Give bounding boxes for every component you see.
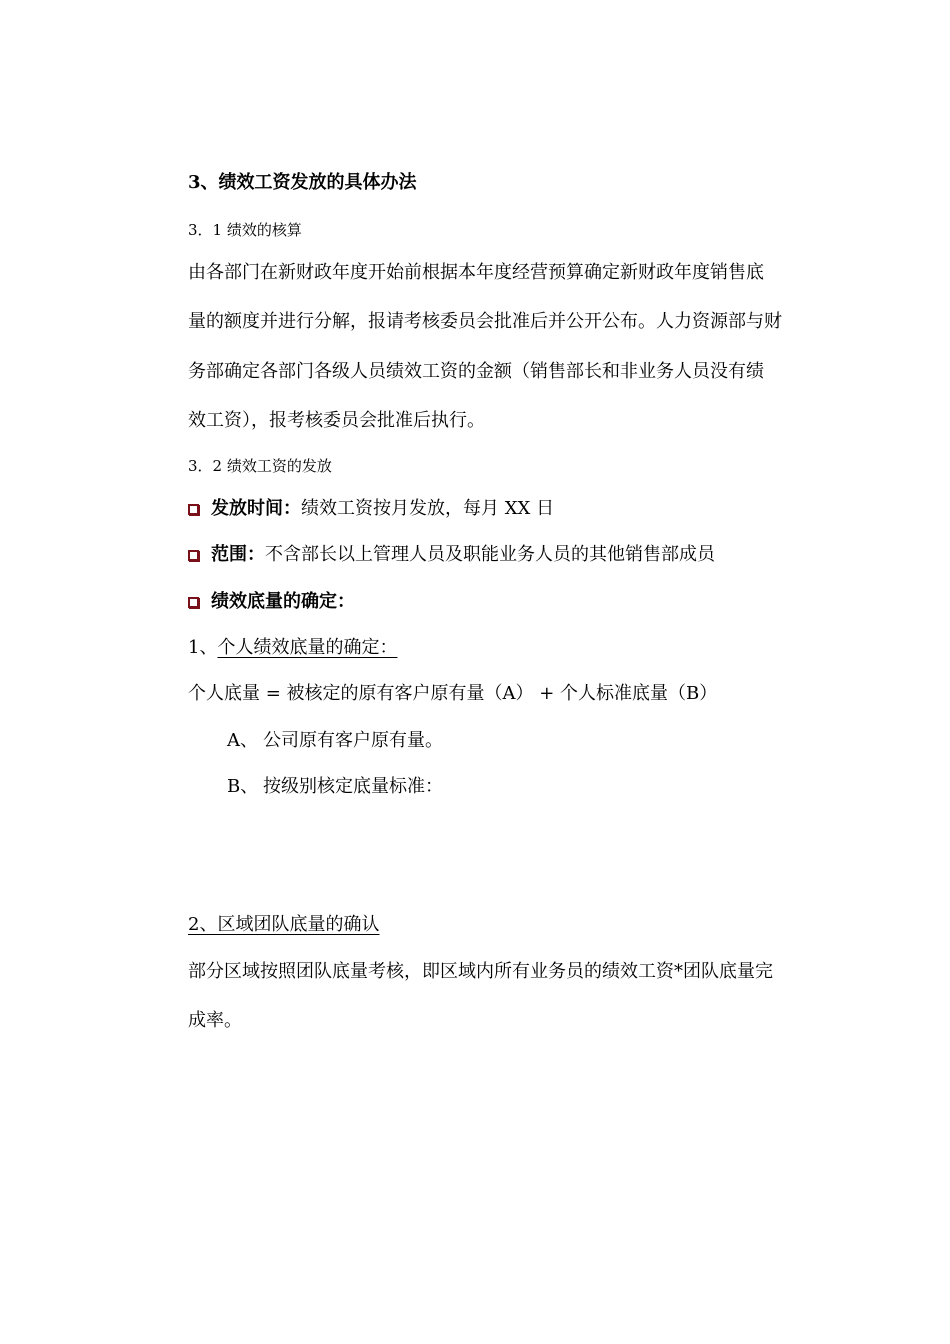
section-title: 3、绩效工资发放的具体办法 xyxy=(188,172,417,193)
sub-item-b xyxy=(227,775,443,799)
bullet-item-payment-time xyxy=(188,497,554,521)
sub-item-marker: A、 xyxy=(227,730,258,751)
item-1-heading xyxy=(188,636,397,660)
sub-item-text: 公司原有客户原有量。 xyxy=(263,730,443,751)
item-2-number: 2、 xyxy=(188,914,218,935)
paragraph-2-line-1: 部分区域按照团队底量考核，即区域内所有业务员的绩效工资*团队底量完 xyxy=(188,961,773,982)
item-2-heading xyxy=(188,913,379,937)
formula-line: 个人底量 = 被核定的原有客户原有量（A） + 个人标准底量（B） xyxy=(188,683,718,704)
checkbox-bullet-icon xyxy=(188,597,199,608)
paragraph-2-line-2: 成率。 xyxy=(188,1010,242,1031)
checkbox-bullet-icon xyxy=(188,550,199,561)
bullet-label: 发放时间： xyxy=(211,498,301,519)
paragraph-1-line-4: 效工资），报考核委员会批准后执行。 xyxy=(188,410,485,431)
bullet-text: 绩效工资按月发放，每月 XX 日 xyxy=(301,498,555,519)
sub-item-marker: B、 xyxy=(227,776,259,797)
checkbox-bullet-icon xyxy=(188,504,199,515)
bullet-item-scope xyxy=(188,543,715,567)
bullet-label: 范围： xyxy=(211,544,265,565)
bullet-label: 绩效底量的确定： xyxy=(211,591,355,612)
paragraph-1-line-2: 量的额度并进行分解，报请考核委员会批准后并公开公布。人力资源部与财 xyxy=(188,311,782,332)
bullet-text: 不含部长以上管理人员及职能业务人员的其他销售部成员 xyxy=(265,544,715,565)
item-1-title: 个人绩效底量的确定： xyxy=(217,637,398,658)
paragraph-1-line-3: 务部确定各部门各级人员绩效工资的金额（销售部长和非业务人员没有绩 xyxy=(188,361,764,382)
sub-item-text: 按级别核定底量标准： xyxy=(263,776,443,797)
item-1-number: 1、 xyxy=(188,637,218,658)
item-2-title: 区域团队底量的确认 xyxy=(217,914,380,935)
subsection-title-1: 3．1 绩效的核算 xyxy=(188,221,302,239)
paragraph-1-line-1: 由各部门在新财政年度开始前根据本年度经营预算确定新财政年度销售底 xyxy=(188,262,764,283)
subsection-title-2: 3．2 绩效工资的发放 xyxy=(188,457,332,475)
bullet-item-baseline xyxy=(188,590,355,614)
sub-item-a xyxy=(227,729,443,753)
